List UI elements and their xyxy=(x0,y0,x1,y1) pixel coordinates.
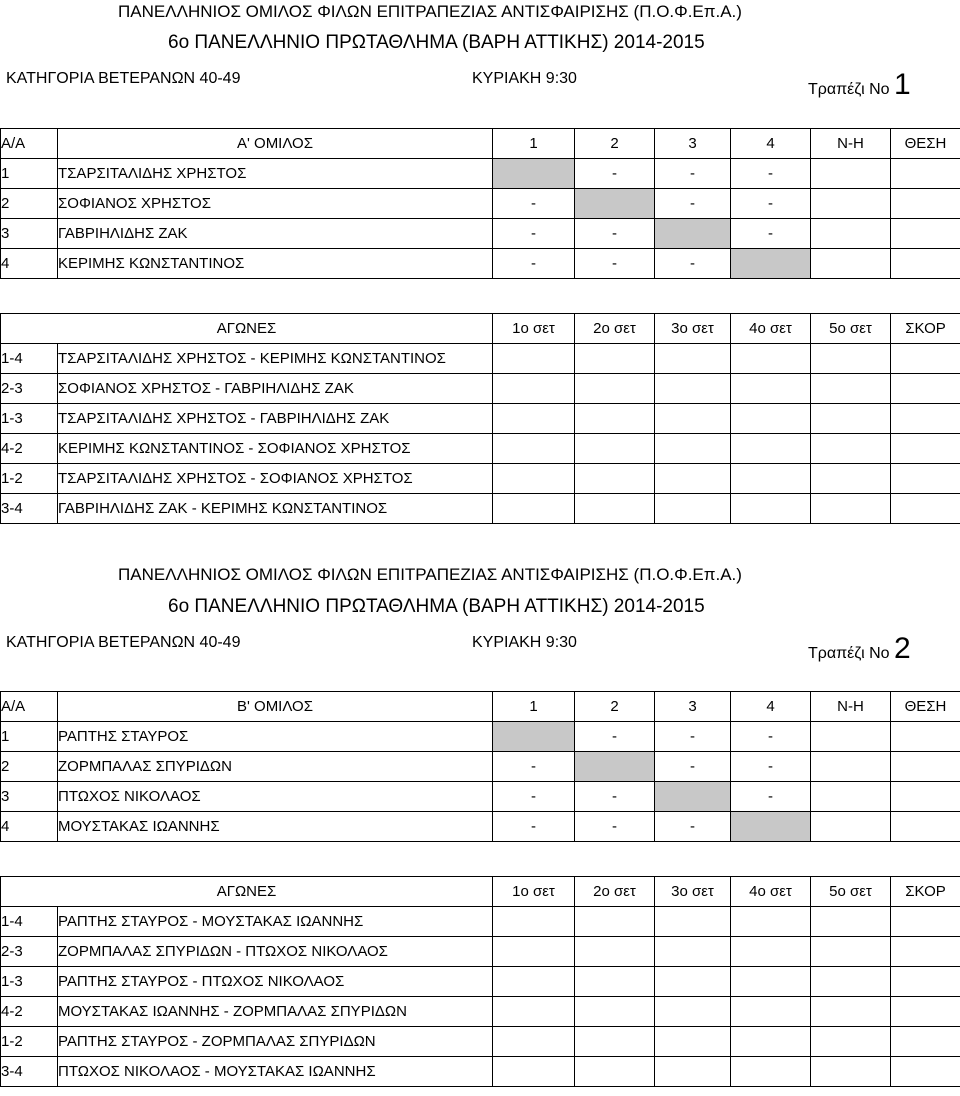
match-row xyxy=(1,464,960,494)
result-cell: - xyxy=(655,722,731,752)
result-cell: - xyxy=(493,812,575,842)
match-pair: 2-3 xyxy=(1,374,58,404)
result-cell: - xyxy=(655,159,731,189)
result-cell-self xyxy=(493,159,575,189)
set-cell xyxy=(655,494,731,524)
table-row xyxy=(1,812,960,842)
header-wins-losses: Ν-Η xyxy=(811,692,891,722)
set-cell xyxy=(731,404,811,434)
set-cell xyxy=(493,494,575,524)
result-cell: - xyxy=(655,752,731,782)
set-cell xyxy=(811,907,891,937)
result-cell: - xyxy=(731,159,811,189)
position-cell xyxy=(891,752,960,782)
set-2-header: 2ο σετ xyxy=(575,314,655,344)
match-players: ΠΤΩΧΟΣ ΝΙΚΟΛΑΟΣ - ΜΟΥΣΤΑΚΑΣ ΙΩΑΝΝΗΣ xyxy=(58,1057,493,1087)
player-name: ΠΤΩΧΟΣ ΝΙΚΟΛΑΟΣ xyxy=(58,782,493,812)
match-row xyxy=(1,997,960,1027)
set-3-header: 3ο σετ xyxy=(655,877,731,907)
matches-header: ΑΓΩΝΕΣ xyxy=(1,314,493,344)
player-name: ΖΟΡΜΠΑΛΑΣ ΣΠΥΡΙΔΩΝ xyxy=(58,752,493,782)
score-cell xyxy=(891,374,960,404)
header-col-2: 2 xyxy=(575,129,655,159)
set-cell xyxy=(493,374,575,404)
player-name: ΣΟΦΙΑΝΟΣ ΧΡΗΣΤΟΣ xyxy=(58,189,493,219)
wins-losses-cell xyxy=(811,722,891,752)
result-cell: - xyxy=(575,219,655,249)
score-cell xyxy=(891,997,960,1027)
match-players: ΖΟΡΜΠΑΛΑΣ ΣΠΥΡΙΔΩΝ - ΠΤΩΧΟΣ ΝΙΚΟΛΑΟΣ xyxy=(58,937,493,967)
set-cell xyxy=(655,434,731,464)
match-row xyxy=(1,937,960,967)
player-number: 4 xyxy=(1,249,58,279)
set-cell xyxy=(575,494,655,524)
wins-losses-cell xyxy=(811,189,891,219)
result-cell: - xyxy=(575,782,655,812)
set-5-header: 5ο σετ xyxy=(811,314,891,344)
result-cell: - xyxy=(493,752,575,782)
match-row xyxy=(1,1027,960,1057)
match-row xyxy=(1,344,960,374)
match-players: ΡΑΠΤΗΣ ΣΤΑΥΡΟΣ - ΠΤΩΧΟΣ ΝΙΚΟΛΑΟΣ xyxy=(58,967,493,997)
set-cell xyxy=(811,374,891,404)
federation-title: ΠΑΝΕΛΛΗΝΙΟΣ ΟΜΙΛΟΣ ΦΙΛΩΝ ΕΠΙΤΡΑΠΕΖΙΑΣ ΑΝΤΙΣΦΑΙΡΙΣΗΣ (Π.Ο.Φ.Επ.Α.) xyxy=(118,2,742,21)
result-cell: - xyxy=(575,159,655,189)
player-name: ΤΣΑΡΣΙΤΑΛΙΔΗΣ ΧΡΗΣΤΟΣ xyxy=(58,159,493,189)
match-pair: 3-4 xyxy=(1,494,58,524)
result-cell-self xyxy=(493,722,575,752)
match-row xyxy=(1,494,960,524)
result-cell: - xyxy=(731,782,811,812)
result-cell: - xyxy=(731,189,811,219)
set-cell xyxy=(575,374,655,404)
set-cell xyxy=(575,464,655,494)
set-cell xyxy=(493,344,575,374)
table-label xyxy=(808,634,911,664)
result-cell-self xyxy=(731,812,811,842)
match-players: ΜΟΥΣΤΑΚΑΣ ΙΩΑΝΝΗΣ - ΖΟΡΜΠΑΛΑΣ ΣΠΥΡΙΔΩΝ xyxy=(58,997,493,1027)
set-cell xyxy=(811,494,891,524)
table-row xyxy=(1,249,960,279)
table-label-text: Τραπέζι Νο xyxy=(808,81,890,98)
header-col-4: 4 xyxy=(731,129,811,159)
set-cell xyxy=(655,1027,731,1057)
result-cell-self xyxy=(731,249,811,279)
result-cell: - xyxy=(731,752,811,782)
match-pair: 3-4 xyxy=(1,1057,58,1087)
match-pair: 1-3 xyxy=(1,967,58,997)
championship-title: 6ο ΠΑΝΕΛΛΗΝΙΟ ΠΡΩΤΑΘΛΗΜΑ (ΒΑΡΗ ΑΤΤΙΚΗΣ) 2014-2015 xyxy=(168,32,705,53)
position-cell xyxy=(891,159,960,189)
player-number: 1 xyxy=(1,722,58,752)
match-players: ΤΣΑΡΣΙΤΑΛΙΔΗΣ ΧΡΗΣΤΟΣ - ΣΟΦΙΑΝΟΣ ΧΡΗΣΤΟΣ xyxy=(58,464,493,494)
federation-title: ΠΑΝΕΛΛΗΝΙΟΣ ΟΜΙΛΟΣ ΦΙΛΩΝ ΕΠΙΤΡΑΠΕΖΙΑΣ ΑΝΤΙΣΦΑΙΡΙΣΗΣ (Π.Ο.Φ.Επ.Α.) xyxy=(118,565,742,584)
set-cell xyxy=(575,967,655,997)
player-name: ΓΑΒΡΙΗΛΙΔΗΣ ΖΑΚ xyxy=(58,219,493,249)
set-cell xyxy=(655,1057,731,1087)
day-time-label: ΚΥΡΙΑΚΗ 9:30 xyxy=(472,70,577,87)
table-row xyxy=(1,189,960,219)
result-cell: - xyxy=(731,722,811,752)
match-pair: 1-3 xyxy=(1,404,58,434)
score-header: ΣΚΟΡ xyxy=(891,877,960,907)
set-cell xyxy=(493,967,575,997)
position-cell xyxy=(891,782,960,812)
set-cell xyxy=(575,907,655,937)
day-time-label: ΚΥΡΙΑΚΗ 9:30 xyxy=(472,634,577,651)
result-cell-self xyxy=(575,189,655,219)
player-number: 3 xyxy=(1,782,58,812)
set-cell xyxy=(811,404,891,434)
set-cell xyxy=(811,464,891,494)
set-cell xyxy=(493,1057,575,1087)
result-cell: - xyxy=(575,722,655,752)
set-cell xyxy=(811,937,891,967)
set-cell xyxy=(731,967,811,997)
position-cell xyxy=(891,812,960,842)
category-label: ΚΑΤΗΓΟΡΙΑ ΒΕΤΕΡΑΝΩΝ 40-49 xyxy=(6,634,241,651)
header-aa: Α/Α xyxy=(1,129,58,159)
matches-table xyxy=(0,876,960,1087)
match-pair: 4-2 xyxy=(1,997,58,1027)
set-cell xyxy=(731,494,811,524)
table-number: 2 xyxy=(893,632,911,665)
wins-losses-cell xyxy=(811,249,891,279)
player-number: 3 xyxy=(1,219,58,249)
set-cell xyxy=(655,967,731,997)
score-cell xyxy=(891,434,960,464)
result-cell: - xyxy=(493,189,575,219)
set-cell xyxy=(575,404,655,434)
match-players: ΤΣΑΡΣΙΤΑΛΙΔΗΣ ΧΡΗΣΤΟΣ - ΚΕΡΙΜΗΣ ΚΩΝΣΤΑΝΤΙΝΟΣ xyxy=(58,344,493,374)
set-cell xyxy=(493,404,575,434)
score-cell xyxy=(891,1027,960,1057)
match-pair: 1-2 xyxy=(1,1027,58,1057)
result-cell-self xyxy=(575,752,655,782)
position-cell xyxy=(891,722,960,752)
score-cell xyxy=(891,404,960,434)
wins-losses-cell xyxy=(811,812,891,842)
set-cell xyxy=(575,1027,655,1057)
matches-table xyxy=(0,313,960,524)
table-label-text: Τραπέζι Νο xyxy=(808,645,890,662)
match-pair: 1-4 xyxy=(1,907,58,937)
header-col-4: 4 xyxy=(731,692,811,722)
table-row xyxy=(1,752,960,782)
set-cell xyxy=(575,344,655,374)
set-4-header: 4ο σετ xyxy=(731,314,811,344)
set-cell xyxy=(731,907,811,937)
result-cell: - xyxy=(655,189,731,219)
match-pair: 1-4 xyxy=(1,344,58,374)
match-row xyxy=(1,404,960,434)
header-aa: Α/Α xyxy=(1,692,58,722)
player-number: 2 xyxy=(1,189,58,219)
set-cell xyxy=(731,937,811,967)
position-cell xyxy=(891,249,960,279)
match-row xyxy=(1,1057,960,1087)
result-cell: - xyxy=(655,812,731,842)
set-cell xyxy=(655,344,731,374)
player-name: ΡΑΠΤΗΣ ΣΤΑΥΡΟΣ xyxy=(58,722,493,752)
table-number: 1 xyxy=(893,68,911,101)
result-cell: - xyxy=(493,219,575,249)
match-row xyxy=(1,967,960,997)
set-cell xyxy=(731,1057,811,1087)
header-col-1: 1 xyxy=(493,129,575,159)
position-cell xyxy=(891,219,960,249)
set-cell xyxy=(731,1027,811,1057)
matches-header: ΑΓΩΝΕΣ xyxy=(1,877,493,907)
set-3-header: 3ο σετ xyxy=(655,314,731,344)
result-cell: - xyxy=(655,249,731,279)
match-players: ΡΑΠΤΗΣ ΣΤΑΥΡΟΣ - ΜΟΥΣΤΑΚΑΣ ΙΩΑΝΝΗΣ xyxy=(58,907,493,937)
set-cell xyxy=(731,434,811,464)
set-1-header: 1ο σετ xyxy=(493,314,575,344)
score-cell xyxy=(891,494,960,524)
table-label xyxy=(808,70,911,100)
score-cell xyxy=(891,464,960,494)
set-5-header: 5ο σετ xyxy=(811,877,891,907)
match-players: ΣΟΦΙΑΝΟΣ ΧΡΗΣΤΟΣ - ΓΑΒΡΙΗΛΙΔΗΣ ΖΑΚ xyxy=(58,374,493,404)
match-pair: 2-3 xyxy=(1,937,58,967)
match-players: ΚΕΡΙΜΗΣ ΚΩΝΣΤΑΝΤΙΝΟΣ - ΣΟΦΙΑΝΟΣ ΧΡΗΣΤΟΣ xyxy=(58,434,493,464)
score-cell xyxy=(891,344,960,374)
score-cell xyxy=(891,1057,960,1087)
result-cell-self xyxy=(655,219,731,249)
set-cell xyxy=(655,937,731,967)
wins-losses-cell xyxy=(811,752,891,782)
set-cell xyxy=(731,997,811,1027)
player-name: ΚΕΡΙΜΗΣ ΚΩΝΣΤΑΝΤΙΝΟΣ xyxy=(58,249,493,279)
set-cell xyxy=(575,1057,655,1087)
set-cell xyxy=(811,1057,891,1087)
wins-losses-cell xyxy=(811,219,891,249)
set-cell xyxy=(575,434,655,464)
set-2-header: 2ο σετ xyxy=(575,877,655,907)
set-cell xyxy=(655,404,731,434)
header-col-3: 3 xyxy=(655,129,731,159)
result-cell-self xyxy=(655,782,731,812)
set-cell xyxy=(731,344,811,374)
score-cell xyxy=(891,937,960,967)
championship-title: 6ο ΠΑΝΕΛΛΗΝΙΟ ΠΡΩΤΑΘΛΗΜΑ (ΒΑΡΗ ΑΤΤΙΚΗΣ) 2014-2015 xyxy=(168,596,705,617)
group-table xyxy=(0,691,960,842)
match-players: ΤΣΑΡΣΙΤΑΛΙΔΗΣ ΧΡΗΣΤΟΣ - ΓΑΒΡΙΗΛΙΔΗΣ ΖΑΚ xyxy=(58,404,493,434)
score-cell xyxy=(891,967,960,997)
set-cell xyxy=(493,434,575,464)
match-players: ΡΑΠΤΗΣ ΣΤΑΥΡΟΣ - ΖΟΡΜΠΑΛΑΣ ΣΠΥΡΙΔΩΝ xyxy=(58,1027,493,1057)
header-position: ΘΕΣΗ xyxy=(891,129,960,159)
set-cell xyxy=(655,997,731,1027)
set-cell xyxy=(731,464,811,494)
result-cell: - xyxy=(575,249,655,279)
header-group: Α' ΟΜΙΛΟΣ xyxy=(58,129,493,159)
match-row xyxy=(1,374,960,404)
match-pair: 4-2 xyxy=(1,434,58,464)
set-cell xyxy=(811,344,891,374)
group-table xyxy=(0,128,960,279)
set-cell xyxy=(731,374,811,404)
result-cell: - xyxy=(575,812,655,842)
match-pair: 1-2 xyxy=(1,464,58,494)
set-cell xyxy=(493,937,575,967)
set-cell xyxy=(575,937,655,967)
set-cell xyxy=(655,464,731,494)
table-row xyxy=(1,722,960,752)
header-col-2: 2 xyxy=(575,692,655,722)
match-row xyxy=(1,434,960,464)
header-position: ΘΕΣΗ xyxy=(891,692,960,722)
result-cell: - xyxy=(493,249,575,279)
set-cell xyxy=(811,1027,891,1057)
player-number: 1 xyxy=(1,159,58,189)
header-wins-losses: Ν-Η xyxy=(811,129,891,159)
set-cell xyxy=(655,374,731,404)
set-cell xyxy=(811,997,891,1027)
header-col-1: 1 xyxy=(493,692,575,722)
set-cell xyxy=(811,434,891,464)
set-cell xyxy=(493,464,575,494)
set-cell xyxy=(575,997,655,1027)
category-label: ΚΑΤΗΓΟΡΙΑ ΒΕΤΕΡΑΝΩΝ 40-49 xyxy=(6,70,241,87)
set-cell xyxy=(493,907,575,937)
match-players: ΓΑΒΡΙΗΛΙΔΗΣ ΖΑΚ - ΚΕΡΙΜΗΣ ΚΩΝΣΤΑΝΤΙΝΟΣ xyxy=(58,494,493,524)
header-group: Β' ΟΜΙΛΟΣ xyxy=(58,692,493,722)
set-4-header: 4ο σετ xyxy=(731,877,811,907)
set-cell xyxy=(493,997,575,1027)
header-col-3: 3 xyxy=(655,692,731,722)
player-name: ΜΟΥΣΤΑΚΑΣ ΙΩΑΝΝΗΣ xyxy=(58,812,493,842)
result-cell: - xyxy=(731,219,811,249)
match-row xyxy=(1,907,960,937)
score-header: ΣΚΟΡ xyxy=(891,314,960,344)
wins-losses-cell xyxy=(811,159,891,189)
player-number: 2 xyxy=(1,752,58,782)
wins-losses-cell xyxy=(811,782,891,812)
set-cell xyxy=(655,907,731,937)
table-row xyxy=(1,219,960,249)
result-cell: - xyxy=(493,782,575,812)
table-row xyxy=(1,159,960,189)
set-cell xyxy=(811,967,891,997)
set-1-header: 1ο σετ xyxy=(493,877,575,907)
set-cell xyxy=(493,1027,575,1057)
player-number: 4 xyxy=(1,812,58,842)
table-row xyxy=(1,782,960,812)
position-cell xyxy=(891,189,960,219)
score-cell xyxy=(891,907,960,937)
